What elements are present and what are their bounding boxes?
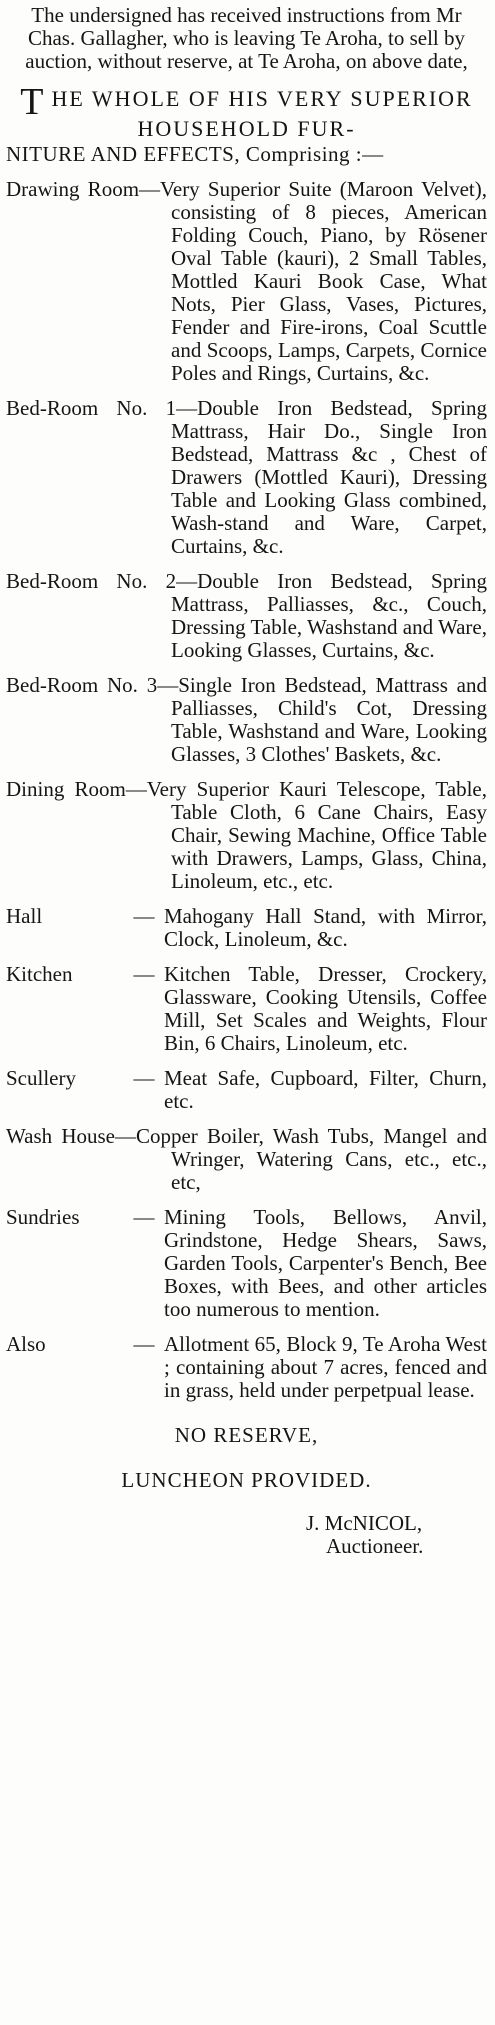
section-text: Kitchen Table, Dresser, Crockery, Glassware, Cooking Utensils, Coffee Mill, Set Scales and Weights, Flour Bin, 6 Chairs, Linoleum, etc. — [164, 962, 487, 1055]
room-sections — [6, 178, 487, 893]
headline-line2: NITURE AND EFFECTS, Comprising :— — [6, 142, 384, 166]
section-dining-room — [6, 778, 487, 893]
section-hall — [6, 905, 487, 951]
intro-paragraph: The undersigned has received instructions from Mr Chas. Gallagher, who is leaving Te Aroha, to sell by auction, without reserve, at Te Aroha, on above date, — [25, 3, 468, 73]
section-label: Sundries — [6, 1205, 80, 1229]
section-text: Double Iron Bedstead, Spring Mattrass, Hair Do., Single Iron Bedstead, Mattrass &c , Chest of Drawers (Mottled Kauri), Dressing Table and Looking Glass combined, Wash-stand and Ware, Carpet, Curtains, &c. — [171, 397, 487, 558]
section-label: Also — [6, 1332, 46, 1356]
section-label: Scullery — [6, 1066, 76, 1090]
auctioneer-name: J. McNICOL, — [306, 1511, 423, 1535]
section-text: Copper Boiler, Wash Tubs, Mangel and Wringer, Watering Cans, etc., etc., etc, — [135, 1125, 487, 1194]
section-label: Dining Room— — [6, 778, 147, 801]
section-text: Allotment 65, Block 9, Te Aroha West ; containing about 7 acres, fenced and in grass, held under perpetpual lease. — [164, 1332, 487, 1402]
section-label: Hall — [6, 904, 43, 928]
section-bedroom-3 — [6, 674, 487, 766]
section-label: Bed-Room No. 1— — [6, 397, 198, 420]
section-text: Mining Tools, Bellows, Anvil, Grindstone, Hedge Shears, Saws, Garden Tools, Carpenter's Bench, Bee Boxes, with Bees, and other articles too numerous to mention. — [164, 1205, 487, 1321]
section-dash: — — [133, 962, 155, 986]
signature-block — [6, 1512, 487, 1558]
luncheon-notice: LUNCHEON PROVIDED. — [121, 1468, 372, 1492]
section-drawing-room — [6, 178, 487, 385]
section-text: Mahogany Hall Stand, with Mirror, Clock, Linoleum, &c. — [164, 904, 487, 951]
section-dash: — — [133, 1066, 155, 1090]
section-label: Drawing Room— — [6, 178, 161, 201]
section-label: Bed-Room No. 3— — [6, 674, 179, 697]
section-bedroom-2 — [6, 570, 487, 662]
section-sundries — [6, 1206, 487, 1321]
no-reserve-notice: NO RESERVE, — [174, 1423, 319, 1447]
section-label: Bed-Room No. 2— — [6, 570, 198, 593]
auctioneer-role: Auctioneer. — [326, 1534, 424, 1558]
section-dash: — — [133, 904, 155, 928]
section-text: Meat Safe, Cupboard, Filter, Churn, etc. — [164, 1066, 487, 1113]
section-text: Very Superior Suite (Maroon Velvet), consisting of 8 pieces, American Folding Couch, Piano, by Rösener Oval Table (kauri), 2 Small Tables, Mottled Kauri Book Case, What Nots, Pier Glass, Vases, Pictures, Fender and Fire-irons, Coal Scuttle and Scoops, Lamps, Carpets, Cornice Poles and Rings, Curtains, &c. — [160, 178, 487, 385]
section-bedroom-1 — [6, 397, 487, 558]
section-dash: — — [133, 1332, 155, 1356]
section-kitchen — [6, 963, 487, 1055]
section-wash-house — [6, 1125, 487, 1194]
headline-line1: HE WHOLE OF HIS VERY SUPERIOR HOUSEHOLD FUR- — [51, 86, 473, 141]
headline — [6, 81, 487, 141]
section-label: Kitchen — [6, 962, 73, 986]
section-also — [6, 1333, 487, 1402]
section-text: Very Superior Kauri Telescope, Table, Table Cloth, 6 Cane Chairs, Easy Chair, Sewing Machine, Office Table with Drawers, Lamps, Glass, China, Linoleum, etc., etc. — [146, 778, 487, 893]
section-scullery — [6, 1067, 487, 1113]
section-text: Single Iron Bedstead, Mattrass and Palliasses, Child's Cot, Dressing Table, Washstand and Ware, Looking Glasses, 3 Clothes' Baskets, &c. — [171, 674, 487, 766]
section-dash: — — [133, 1205, 155, 1229]
drop-cap: T — [20, 81, 46, 123]
section-text: Double Iron Bedstead, Spring Mattrass, Palliasses, &c., Couch, Dressing Table, Washstand and Ware, Looking Glasses, Curtains, &c. — [171, 570, 487, 662]
section-label: Wash House— — [6, 1125, 136, 1148]
